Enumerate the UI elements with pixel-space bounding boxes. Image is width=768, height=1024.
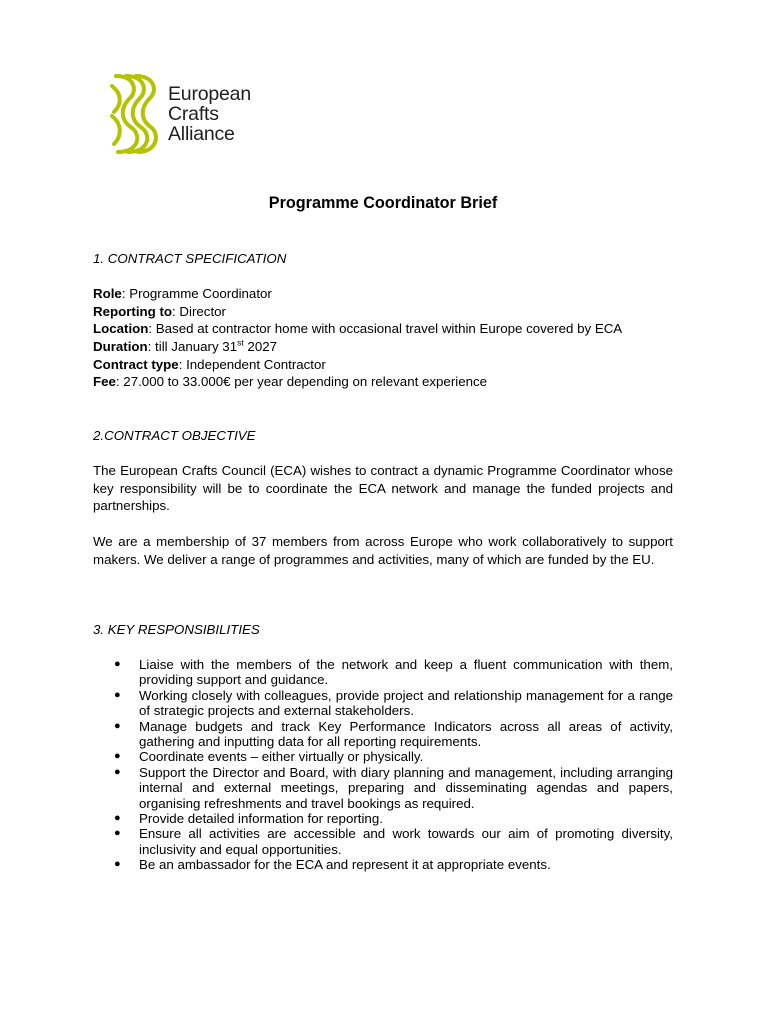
logo-line-3: Alliance [168,123,235,145]
field-reporting-to [93,303,226,321]
field-label: Contract type [93,357,179,372]
section-heading-contract-specification: 1. CONTRACT SPECIFICATION [93,251,287,266]
field-value-superscript: st [237,337,244,348]
field-label: Fee [93,374,116,389]
field-value: : Based at contractor home with occasional travel within Europe covered by ECA [148,321,623,336]
field-fee [93,373,487,391]
list-item: ● Working closely with colleagues, provide project and relationship management for a range of strategic projects and external stakeholders. [93,688,673,719]
eca-logo-wordmark [168,84,251,144]
field-role [93,285,272,303]
objective-paragraph-2: We are a membership of 37 members from across Europe who work collaboratively to support makers. We deliver a range of programmes and activities, many of which are funded by the EU. [93,534,673,567]
responsibilities-list [93,657,673,873]
document-title: Programme Coordinator Brief [268,194,498,212]
field-label: Location [93,321,149,336]
list-item: ● Support the Director and Board, with diary planning and management, including arranging internal and external meetings, preparing and disseminating agendas and papers, organising refreshments and travel bookings as required. [93,765,673,811]
field-label: Role [93,286,122,301]
field-value: : Director [172,304,226,319]
list-item: ● Manage budgets and track Key Performance Indicators across all areas of activity, gathering and inputting data for all reporting requirements. [93,719,673,750]
objective-paragraph-1: The European Crafts Council (ECA) wishes to contract a dynamic Programme Coordinator whose key responsibility will be to coordinate the ECA network and manage the funded projects and partnerships. [93,463,673,514]
field-value: : Programme Coordinator [121,286,272,301]
eca-logo [108,68,278,160]
field-location [93,320,622,338]
logo-line-1: European [168,83,251,105]
list-item: ● Provide detailed information for reporting. [93,811,673,826]
list-item: ● Liaise with the members of the network and keep a fluent communication with them, providing support and guidance. [93,657,673,688]
list-item: ● Be an ambassador for the ECA and represent it at appropriate events. [93,857,673,872]
field-contract-type [93,356,326,374]
section-heading-key-responsibilities: 3. KEY RESPONSIBILITIES [93,622,260,637]
list-item: ● Coordinate events – either virtually or physically. [93,749,673,764]
eca-logo-mark-icon [108,70,160,158]
field-value-after: 2027 [243,339,278,354]
field-value: : till January 31 [147,339,238,354]
field-duration [93,338,277,356]
list-item: ● Ensure all activities are accessible and work towards our aim of promoting diversity, inclusivity and equal opportunities. [93,826,673,857]
field-value: : 27.000 to 33.000€ per year depending on relevant experience [115,374,488,389]
section-heading-contract-objective: 2.CONTRACT OBJECTIVE [93,428,256,443]
logo-line-2: Crafts [168,103,219,125]
field-value: : Independent Contractor [178,357,326,372]
field-label: Duration [93,339,148,354]
field-label: Reporting to [93,304,173,319]
